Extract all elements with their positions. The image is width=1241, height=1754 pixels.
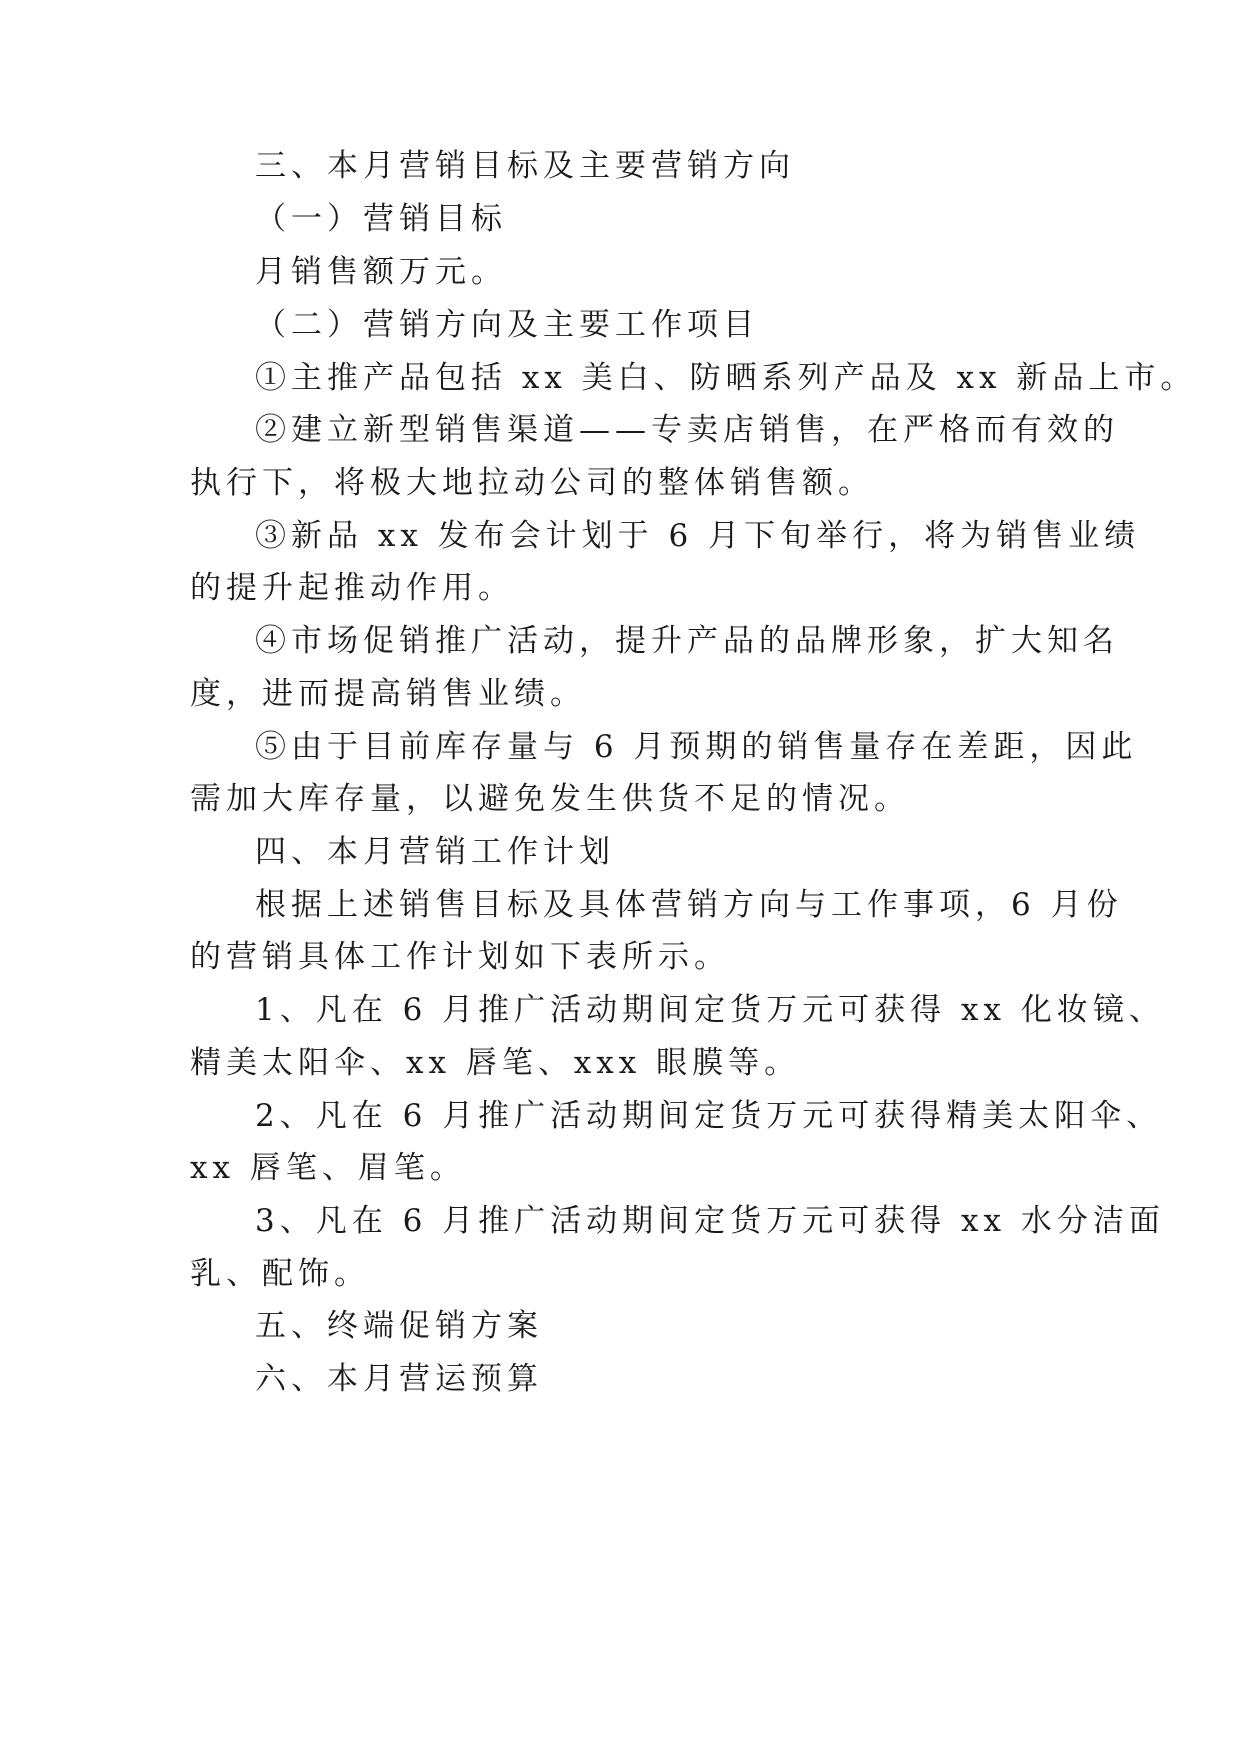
list-item-5-continued: 需加大库存量，以避免发生供货不足的情况。 [190,781,910,817]
list-item-4: ④市场促销推广活动，提升产品的品牌形象，扩大知名 [255,623,1119,659]
plan-item-2: 2、凡在 6 月推广活动期间定货万元可获得精美太阳伞、 [255,1098,1163,1134]
list-item-2: ②建立新型销售渠道——专卖店销售，在严格而有效的 [255,412,1119,448]
subheading-marketing-goal: （一）营销目标 [255,201,507,237]
list-item-1: ①主推产品包括 xx 美白、防晒系列产品及 xx 新品上市。 [255,360,1197,396]
paragraph-line-continued: 的营销具体工作计划如下表所示。 [190,939,730,975]
section-heading-6: 六、本月营运预算 [255,1361,543,1397]
section-heading-5: 五、终端促销方案 [255,1308,543,1344]
list-item-5: ⑤由于目前库存量与 6 月预期的销售量存在差距，因此 [255,729,1138,765]
plan-item-3: 3、凡在 6 月推广活动期间定货万元可获得 xx 水分洁面 [255,1203,1165,1239]
list-item-3-continued: 的提升起推动作用。 [190,570,514,606]
section-heading-3: 三、本月营销目标及主要营销方向 [255,148,795,184]
plan-item-1-continued: 精美太阳伞、xx 唇笔、xxx 眼膜等。 [190,1045,801,1081]
paragraph-line: 月销售额万元。 [255,254,507,290]
plan-item-1: 1、凡在 6 月推广活动期间定货万元可获得 xx 化妆镜、 [255,992,1165,1028]
section-heading-4: 四、本月营销工作计划 [255,834,615,870]
plan-item-3-continued: 乳、配饰。 [190,1256,370,1292]
plan-item-2-continued: xx 唇笔、眉笔。 [190,1150,466,1186]
list-item-4-continued: 度，进而提高销售业绩。 [190,676,586,712]
list-item-3: ③新品 xx 发布会计划于 6 月下旬举行，将为销售业绩 [255,518,1141,554]
paragraph-line: 根据上述销售目标及具体营销方向与工作事项，6 月份 [255,887,1123,923]
subheading-marketing-direction: （二）营销方向及主要工作项目 [255,307,759,343]
list-item-2-continued: 执行下，将极大地拉动公司的整体销售额。 [190,465,874,501]
